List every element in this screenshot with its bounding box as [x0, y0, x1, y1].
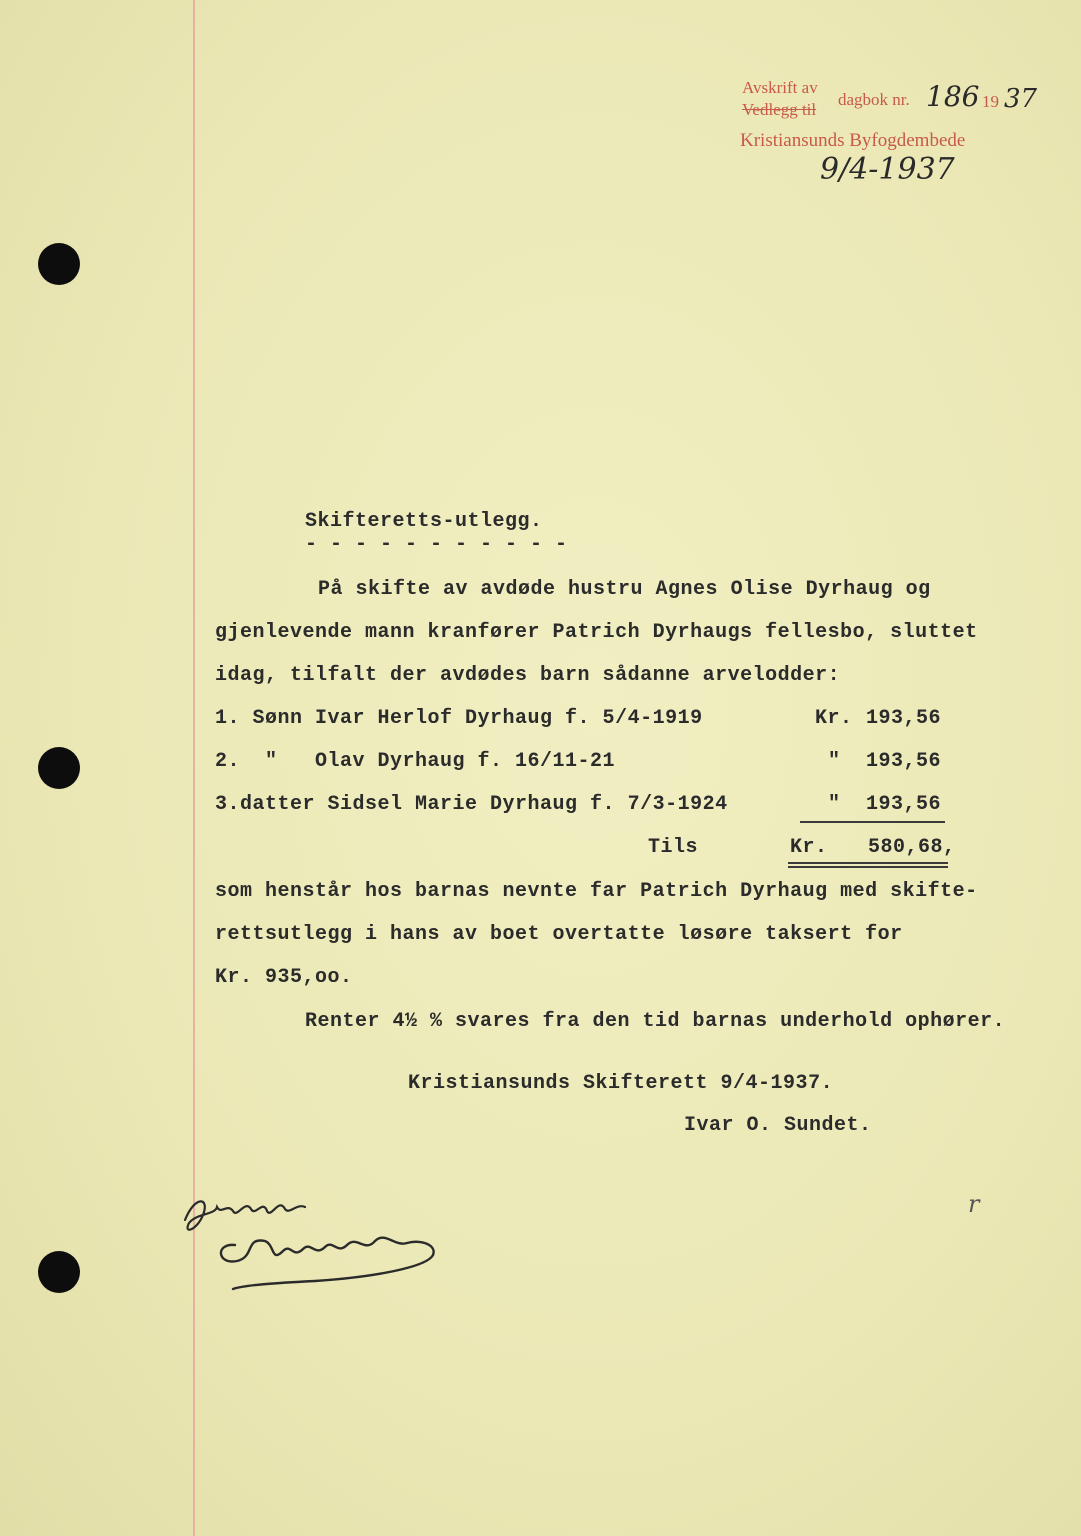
stamp-avskrift: Avskrift av: [742, 78, 818, 97]
punch-hole-top: [38, 243, 80, 285]
stamp-dagbok-label: dagbok nr.: [838, 90, 910, 109]
heir-row-3-currency: ": [828, 793, 841, 816]
corner-mark: r: [968, 1190, 980, 1218]
heir-row-1-amount: 193,56: [866, 707, 942, 730]
para1-line1: På skifte av avdøde hustru Agnes Olise Dyrhaug og: [318, 578, 931, 601]
punch-hole-bottom: [38, 1251, 80, 1293]
stamp-vedlegg: Vedlegg til: [742, 100, 817, 119]
interest-line: Renter 4½ % svares fra den tid barnas underhold ophører.: [305, 1010, 1006, 1033]
para2-line2: rettsutlegg i hans av boet overtatte løsøre taksert for: [215, 923, 903, 946]
para2-line3: Kr. 935,oo.: [215, 966, 353, 989]
para1-line2: gjenlevende mann kranfører Patrich Dyrhaugs fellesbo, sluttet: [215, 621, 978, 644]
total-label: Tils: [648, 836, 699, 859]
total-currency: Kr.: [790, 836, 828, 859]
para1-line3: idag, tilfalt der avdødes barn sådanne arvelodder:: [215, 664, 841, 687]
stamp-court-name: Kristiansunds Byfogdembede: [740, 130, 966, 151]
place-date: Kristiansunds Skifterett 9/4-1937.: [408, 1072, 834, 1095]
stamp-year-suffix: 37: [1004, 84, 1038, 114]
heir-row-2-amount: 193,56: [866, 750, 942, 773]
total-underline-2: [788, 866, 948, 868]
dagbok-number: 186: [926, 80, 980, 113]
punch-hole-middle: [38, 747, 80, 789]
heir-row-1-text: 1. Sønn Ivar Herlof Dyrhaug f. 5/4-1919: [215, 707, 703, 730]
stamp-year-prefix: 19: [982, 92, 999, 111]
signer-name: Ivar O. Sundet.: [684, 1114, 872, 1137]
heir-row-2-currency: ": [828, 750, 841, 773]
heir-row-1-currency: Kr.: [815, 707, 853, 730]
total-underline-1: [788, 862, 948, 864]
para2-line1: som henstår hos barnas nevnte far Patrich Dyrhaug med skifte-: [215, 880, 978, 903]
handwritten-signature: [175, 1185, 455, 1300]
total-amount: 580,68,: [868, 836, 956, 859]
margin-line: [193, 0, 195, 1536]
sum-underline: [800, 821, 945, 823]
title-underline: - - - - - - - - - - -: [305, 533, 568, 556]
heir-row-3-amount: 193,56: [866, 793, 942, 816]
heir-row-3-text: 3.datter Sidsel Marie Dyrhaug f. 7/3-1924: [215, 793, 728, 816]
heir-row-2-text: 2. " Olav Dyrhaug f. 16/11-21: [215, 750, 616, 773]
handwritten-date: 9/4-1937: [820, 152, 955, 187]
document-title: Skifteretts-utlegg.: [305, 510, 543, 533]
